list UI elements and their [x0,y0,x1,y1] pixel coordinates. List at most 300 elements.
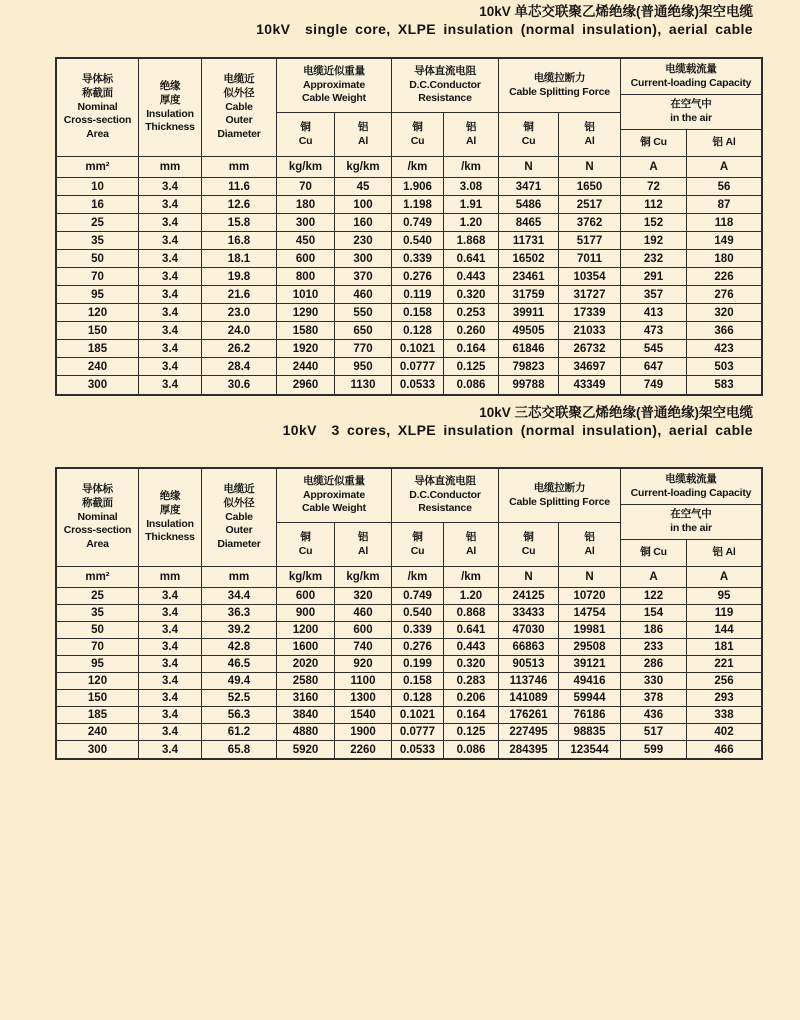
table-cell: 1580 [277,322,335,340]
table-cell: 149 [687,232,761,250]
unit-cell: kg/km [335,567,392,588]
table-cell: 300 [335,250,392,268]
table-cell: 19.8 [202,268,277,286]
table-cell: 749 [621,376,687,394]
table-cell: 1650 [559,178,621,196]
table-cell: 413 [621,304,687,322]
table-cell: 286 [621,656,687,673]
table-cell: 2020 [277,656,335,673]
table-cell: 650 [335,322,392,340]
table-cell: 0.540 [392,605,444,622]
table-cell: 90513 [499,656,559,673]
unit-cell: A [621,157,687,178]
unit-cell: mm² [57,157,139,178]
table-cell: 0.1021 [392,340,444,358]
table-cell: 545 [621,340,687,358]
table1-title-en: 10kV single core, XLPE insulation (normal insulation), aerial cable [256,21,753,37]
table-cell: 23.0 [202,304,277,322]
table-cell: 0.443 [444,639,499,656]
table-cell: 47030 [499,622,559,639]
table-cell: 39121 [559,656,621,673]
table-cell: 583 [714,379,734,391]
header-in-the-air: 在空气中 in the air [621,505,761,540]
table-cell: 740 [335,639,392,656]
table-cell: 16.8 [202,232,277,250]
table-cell: 49.4 [202,673,277,690]
table-cell: 232 [621,250,687,268]
unit-cell: kg/km [277,567,335,588]
table-cell: 1.906 [392,178,444,196]
table-cell: 1010 [277,286,335,304]
table-cell: 10720 [559,588,621,605]
table-cell: 10354 [559,268,621,286]
table-cell: 284395 [499,741,559,758]
table-cell: 185 [57,340,139,358]
table-cell: 49505 [499,322,559,340]
header-weight-al: 铝 Al [335,113,392,157]
table-cell: 0.641 [444,622,499,639]
table-cell: 180 [277,196,335,214]
unit-cell: /km [392,567,444,588]
table-cell: 300 [277,214,335,232]
table-cell: 517 [621,724,687,741]
unit-cell: /km [444,157,499,178]
table-cell: 95 [57,286,139,304]
table-cell: 330 [621,673,687,690]
table-cell: 550 [335,304,392,322]
table-cell: 0.868 [444,605,499,622]
header-approximate-cable-weight: 电缆近似重量 Approximate Cable Weight [277,59,392,113]
table-cell: 56 [687,178,761,196]
table-cell: 0.0533 [392,376,444,394]
table-cell: 600 [335,622,392,639]
header-weight-cu: 铜 Cu [277,113,335,157]
header-current-loading-capacity: 电缆载流量 Current-loading Capacity [621,59,761,95]
table-cell: 7011 [559,250,621,268]
table-cell: 176261 [499,707,559,724]
table-cell: 3.4 [139,358,202,376]
table-cell: 66863 [499,639,559,656]
table-cell: 141089 [499,690,559,707]
table-cell: 112 [621,196,687,214]
table-cell: 0.540 [392,232,444,250]
header-approximate-cable-weight: 电缆近似重量 Approximate Cable Weight [277,469,392,523]
table-cell: 180 [687,250,761,268]
table-cell: 18.1 [202,250,277,268]
table-cell: 1.868 [444,232,499,250]
table-cell: 36.3 [202,605,277,622]
unit-cell: A [687,567,761,588]
header-force-cu: 铜 Cu [499,523,559,567]
table-cell: 3.4 [139,605,202,622]
table-cell: 221 [687,656,761,673]
table-cell: 113746 [499,673,559,690]
header-weight-al: 铝 Al [335,523,392,567]
table-cell: 11.6 [202,178,277,196]
table-cell: 0.158 [392,304,444,322]
table-cell: 144 [687,622,761,639]
header-nominal-cross-section: 导体标 称截面 Nominal Cross-section Area [57,59,139,157]
header-cable-splitting-force: 电缆拉断力 Cable Splitting Force [499,469,621,523]
table-cell: 450 [277,232,335,250]
table-cell: 52.5 [202,690,277,707]
table-cell: 0.749 [392,214,444,232]
table-cell: 3.4 [139,622,202,639]
table-cell: 192 [621,232,687,250]
table-cell: 3.4 [139,268,202,286]
table-cell: 56.3 [202,707,277,724]
table-cell: 61.2 [202,724,277,741]
table-cell: 599 [621,741,687,758]
table-cell: 2440 [277,358,335,376]
table-cell: 2517 [559,196,621,214]
table-cell: 119 [687,605,761,622]
table-cell: 320 [335,588,392,605]
table-cell: 0.253 [444,304,499,322]
header-force-al: 铝 Al [559,523,621,567]
table-cell: 98835 [559,724,621,741]
table-cell: 34697 [559,358,621,376]
table-cell: 123544 [559,741,621,758]
table-cell: 122 [621,588,687,605]
table-cell: 59944 [559,690,621,707]
table-cell: 120 [57,673,139,690]
header-nominal-cross-section: 导体标 称截面 Nominal Cross-section Area [57,469,139,567]
table-cell: 0.260 [444,322,499,340]
unit-cell: mm [202,157,277,178]
header-cable-outer-diameter: 电缆近 似外径 Cable Outer Diameter [202,469,277,567]
table-cell: 21033 [559,322,621,340]
table-cell: 950 [335,358,392,376]
table-cell: 11731 [499,232,559,250]
table-cell: 230 [335,232,392,250]
table-cell: 338 [687,707,761,724]
table-cell: 2260 [335,741,392,758]
table-cell: 276 [687,286,761,304]
table-cell: 17339 [559,304,621,322]
table-cell: 1.20 [444,588,499,605]
table-cell: 43349 [559,376,621,394]
table-cell: 3.4 [139,250,202,268]
table-cell: 0.443 [444,268,499,286]
unit-cell: A [621,567,687,588]
unit-cell: N [499,157,559,178]
table-cell: 46.5 [202,656,277,673]
table-cell: 3.4 [139,690,202,707]
table-cell: 70 [57,639,139,656]
table-cell: 0.206 [444,690,499,707]
table-cell: 0.086 [444,741,499,758]
table-cell: 35 [57,232,139,250]
table-cell: 25 [57,588,139,605]
table-cell: 233 [621,639,687,656]
table-cell: 3471 [499,178,559,196]
table-cell: 25 [57,214,139,232]
table-cell: 0.283 [444,673,499,690]
table-cell: 1920 [277,340,335,358]
table-cell: 0.0777 [392,724,444,741]
table-cell: 1540 [335,707,392,724]
table-cell: 436 [621,707,687,724]
table-cell: 15.8 [202,214,277,232]
header-capacity-al: 铝 Al [687,130,761,157]
table-cell: 120 [57,304,139,322]
table-cell: 2960 [277,376,335,394]
table-cell: 16 [57,196,139,214]
table-cell: 3.4 [139,673,202,690]
table-cell: 256 [687,673,761,690]
table-cell: 150 [57,322,139,340]
table-cell: 34.4 [202,588,277,605]
table-cell: 0.1021 [392,707,444,724]
table-cell: 61846 [499,340,559,358]
header-in-the-air: 在空气中 in the air [621,95,761,130]
table-cell: 3.4 [139,639,202,656]
header-force-cu: 铜 Cu [499,113,559,157]
table-cell: 79823 [499,358,559,376]
unit-cell: N [559,567,621,588]
table-cell: 70 [277,178,335,196]
table-cell: 460 [335,605,392,622]
table-cell: 460 [335,286,392,304]
table-cell: 185 [57,707,139,724]
table-cell: 50 [57,250,139,268]
table-cell: 0.0533 [392,741,444,758]
table-cell: 42.8 [202,639,277,656]
table-cell: 3.4 [139,707,202,724]
header-cable-outer-diameter: 电缆近 似外径 Cable Outer Diameter [202,59,277,157]
table-cell: 154 [621,605,687,622]
table-cell: 3.4 [139,724,202,741]
cable-table-three-cores [55,467,763,760]
table-cell: 3.4 [139,376,202,394]
table-cell: 0.641 [444,250,499,268]
table-cell: 3.4 [139,588,202,605]
table-cell: 26.2 [202,340,277,358]
table-cell: 0.086 [444,376,499,394]
table-cell: 3.4 [139,304,202,322]
table-cell: 95 [687,588,761,605]
table-cell: 5920 [277,741,335,758]
unit-cell: N [559,157,621,178]
header-dc-conductor-resistance: 导体直流电阻 D.C.Conductor Resistance [392,469,499,523]
table-cell: 1100 [335,673,392,690]
table-cell: 100 [335,196,392,214]
table-cell: 3.4 [139,196,202,214]
table-cell: 0.125 [444,724,499,741]
table-cell: 12.6 [202,196,277,214]
header-resistance-cu: 铜 Cu [392,523,444,567]
table-cell: 293 [687,690,761,707]
table-cell: 160 [335,214,392,232]
table-cell: 227495 [499,724,559,741]
table-cell: 1130 [335,376,392,394]
table-cell: 35 [57,605,139,622]
table1-title-zh: 10kV 单芯交联聚乙烯绝缘(普通绝缘)架空电缆 [479,4,753,19]
table-cell: 600 [277,250,335,268]
table-cell: 2580 [277,673,335,690]
table-cell: 0.749 [392,588,444,605]
table-cell: 0.128 [392,690,444,707]
table-cell: 3.4 [139,232,202,250]
table-cell: 647 [621,358,687,376]
table-cell: 466 [714,743,734,756]
table-cell: 402 [687,724,761,741]
table-cell: 770 [335,340,392,358]
table-cell: 0.0777 [392,358,444,376]
table2-title-block [283,404,753,440]
table-cell: 39911 [499,304,559,322]
table-cell: 300 [57,741,139,758]
table-cell: 920 [335,656,392,673]
table-cell: 0.339 [392,622,444,639]
table-cell: 152 [621,214,687,232]
table-cell: 291 [621,268,687,286]
table-cell: 0.276 [392,639,444,656]
table-cell: 87 [687,196,761,214]
table-cell: 1300 [335,690,392,707]
table2-title-zh: 10kV 三芯交联聚乙烯绝缘(普通绝缘)架空电缆 [479,405,753,420]
table-cell: 10 [57,178,139,196]
table-cell: 118 [687,214,761,232]
header-resistance-al: 铝 Al [444,113,499,157]
table-cell: 50 [57,622,139,639]
table-cell: 366 [687,322,761,340]
table-cell: 33433 [499,605,559,622]
table-cell: 26732 [559,340,621,358]
header-resistance-al: 铝 Al [444,523,499,567]
table-cell: 70 [57,268,139,286]
table-cell: 24.0 [202,322,277,340]
table-cell: 186 [621,622,687,639]
table-cell: 29508 [559,639,621,656]
table-cell: 900 [277,605,335,622]
table-cell: 0.158 [392,673,444,690]
table-cell: 240 [57,724,139,741]
cable-table-single-core [55,57,763,396]
header-insulation-thickness: 绝缘 厚度 Insulation Thickness [139,59,202,157]
header-force-al: 铝 Al [559,113,621,157]
unit-cell: /km [444,567,499,588]
table-cell: 21.6 [202,286,277,304]
table-cell: 24125 [499,588,559,605]
header-capacity-cu: 铜 Cu [621,540,687,567]
unit-cell: N [499,567,559,588]
unit-cell: /km [392,157,444,178]
header-current-loading-capacity: 电缆载流量 Current-loading Capacity [621,469,761,505]
table-cell: 240 [57,358,139,376]
table-cell: 3.4 [139,286,202,304]
table-cell: 181 [687,639,761,656]
table-cell: 45 [335,178,392,196]
table-cell: 3.4 [139,656,202,673]
table-cell: 14754 [559,605,621,622]
table-cell: 28.4 [202,358,277,376]
unit-cell: kg/km [335,157,392,178]
table-cell: 3762 [559,214,621,232]
table-cell: 3160 [277,690,335,707]
table-cell: 0.199 [392,656,444,673]
table-cell: 226 [687,268,761,286]
table-cell: 3.4 [139,322,202,340]
table-cell: 0.128 [392,322,444,340]
unit-cell: mm [139,157,202,178]
table-cell: 1900 [335,724,392,741]
table-cell: 72 [621,178,687,196]
table-cell: 3.4 [139,741,202,758]
table-cell: 3.4 [139,214,202,232]
table-cell: 357 [621,286,687,304]
table-cell: 473 [621,322,687,340]
table-cell: 1.198 [392,196,444,214]
table-cell: 423 [687,340,761,358]
table-cell: 300 [57,376,139,394]
table-cell: 1600 [277,639,335,656]
table-cell: 0.320 [444,286,499,304]
table-cell: 19981 [559,622,621,639]
header-capacity-al: 铝 Al [687,540,761,567]
table-cell: 31727 [559,286,621,304]
table-cell: 800 [277,268,335,286]
table-cell: 65.8 [202,741,277,758]
table-cell: 1290 [277,304,335,322]
table-cell: 30.6 [202,376,277,394]
table-cell: 8465 [499,214,559,232]
table-cell: 1.20 [444,214,499,232]
table-cell: 503 [687,358,761,376]
table-cell: 0.125 [444,358,499,376]
header-cable-splitting-force: 电缆拉断力 Cable Splitting Force [499,59,621,113]
table-cell: 3.4 [139,178,202,196]
table-cell: 0.164 [444,707,499,724]
table-cell: 0.164 [444,340,499,358]
table-cell: 95 [57,656,139,673]
table-cell: 99788 [499,376,559,394]
table-cell: 5177 [559,232,621,250]
table-cell: 370 [335,268,392,286]
table-cell: 0.339 [392,250,444,268]
table1-title-block [256,3,753,39]
table-cell: 76186 [559,707,621,724]
table-cell: 150 [57,690,139,707]
table-cell: 320 [687,304,761,322]
table-cell: 0.320 [444,656,499,673]
header-capacity-cu: 铜 Cu [621,130,687,157]
unit-cell: kg/km [277,157,335,178]
unit-cell: A [687,157,761,178]
table-cell: 4880 [277,724,335,741]
table-cell: 1.91 [444,196,499,214]
table-cell: 3.08 [444,178,499,196]
unit-cell: mm² [57,567,139,588]
table-cell: 39.2 [202,622,277,639]
table-cell: 3840 [277,707,335,724]
header-insulation-thickness: 绝缘 厚度 Insulation Thickness [139,469,202,567]
unit-cell: mm [202,567,277,588]
table2-title-en: 10kV 3 cores, XLPE insulation (normal insulation), aerial cable [282,422,753,438]
table-cell: 1200 [277,622,335,639]
table-cell: 23461 [499,268,559,286]
table-cell: 600 [277,588,335,605]
table-cell: 0.276 [392,268,444,286]
table-cell: 31759 [499,286,559,304]
table-cell: 16502 [499,250,559,268]
table-cell: 5486 [499,196,559,214]
table-cell: 49416 [559,673,621,690]
table-cell: 0.119 [392,286,444,304]
header-resistance-cu: 铜 Cu [392,113,444,157]
header-dc-conductor-resistance: 导体直流电阻 D.C.Conductor Resistance [392,59,499,113]
